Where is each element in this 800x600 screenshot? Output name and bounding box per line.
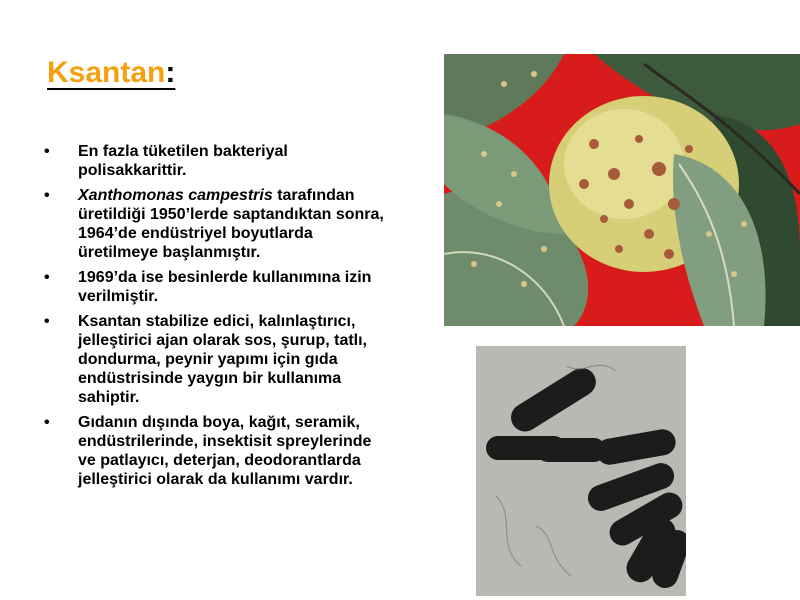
bullet-item — [44, 268, 384, 306]
bullet-icon: • — [44, 187, 50, 204]
title-colon: : — [165, 56, 176, 89]
bullet-item — [44, 413, 384, 489]
bullet-icon: • — [44, 313, 50, 330]
bullet-text: Ksantan stabilize edici, kalınlaştırıcı, jelleştirici ajan olarak sos, şurup, tatlı, dondurma, peynir yapımı için gıda endüstrisinde yaygın bir kullanıma sahiptir. — [78, 313, 367, 406]
bullet-text: En fazla tüketilen bakteriyal polisakkarittir. — [78, 143, 288, 179]
bullet-icon: • — [44, 414, 50, 431]
citrus-canker-illustration — [444, 54, 800, 326]
bullet-icon: • — [44, 269, 50, 286]
bullet-item — [44, 312, 384, 407]
citrus-canker-photo — [444, 54, 800, 326]
bacteria-micrograph — [476, 346, 686, 596]
rod-bacteria-illustration — [476, 346, 686, 596]
title-text: Ksantan — [47, 56, 166, 89]
species-name: Xanthomonas campestris — [78, 187, 273, 204]
slide-title — [47, 56, 175, 90]
bullet-list — [44, 142, 384, 495]
bullet-icon: • — [44, 143, 50, 160]
bullet-item — [44, 142, 384, 180]
bullet-text: tarafından üretildiği 1950’lerde saptandıktan sonra, 1964’de endüstriyel boyutlarda üretilmeye başlanmıştır. — [78, 187, 384, 261]
bullet-item — [44, 186, 384, 262]
bullet-text: 1969’da ise besinlerde kullanımına izin verilmiştir. — [78, 269, 372, 305]
bullet-text: Gıdanın dışında boya, kağıt, seramik, endüstrilerinde, insektisit spreylerinde ve patlayıcı, deterjan, deodorantlarda jelleştirici olarak da kullanımı vardır. — [78, 414, 372, 488]
